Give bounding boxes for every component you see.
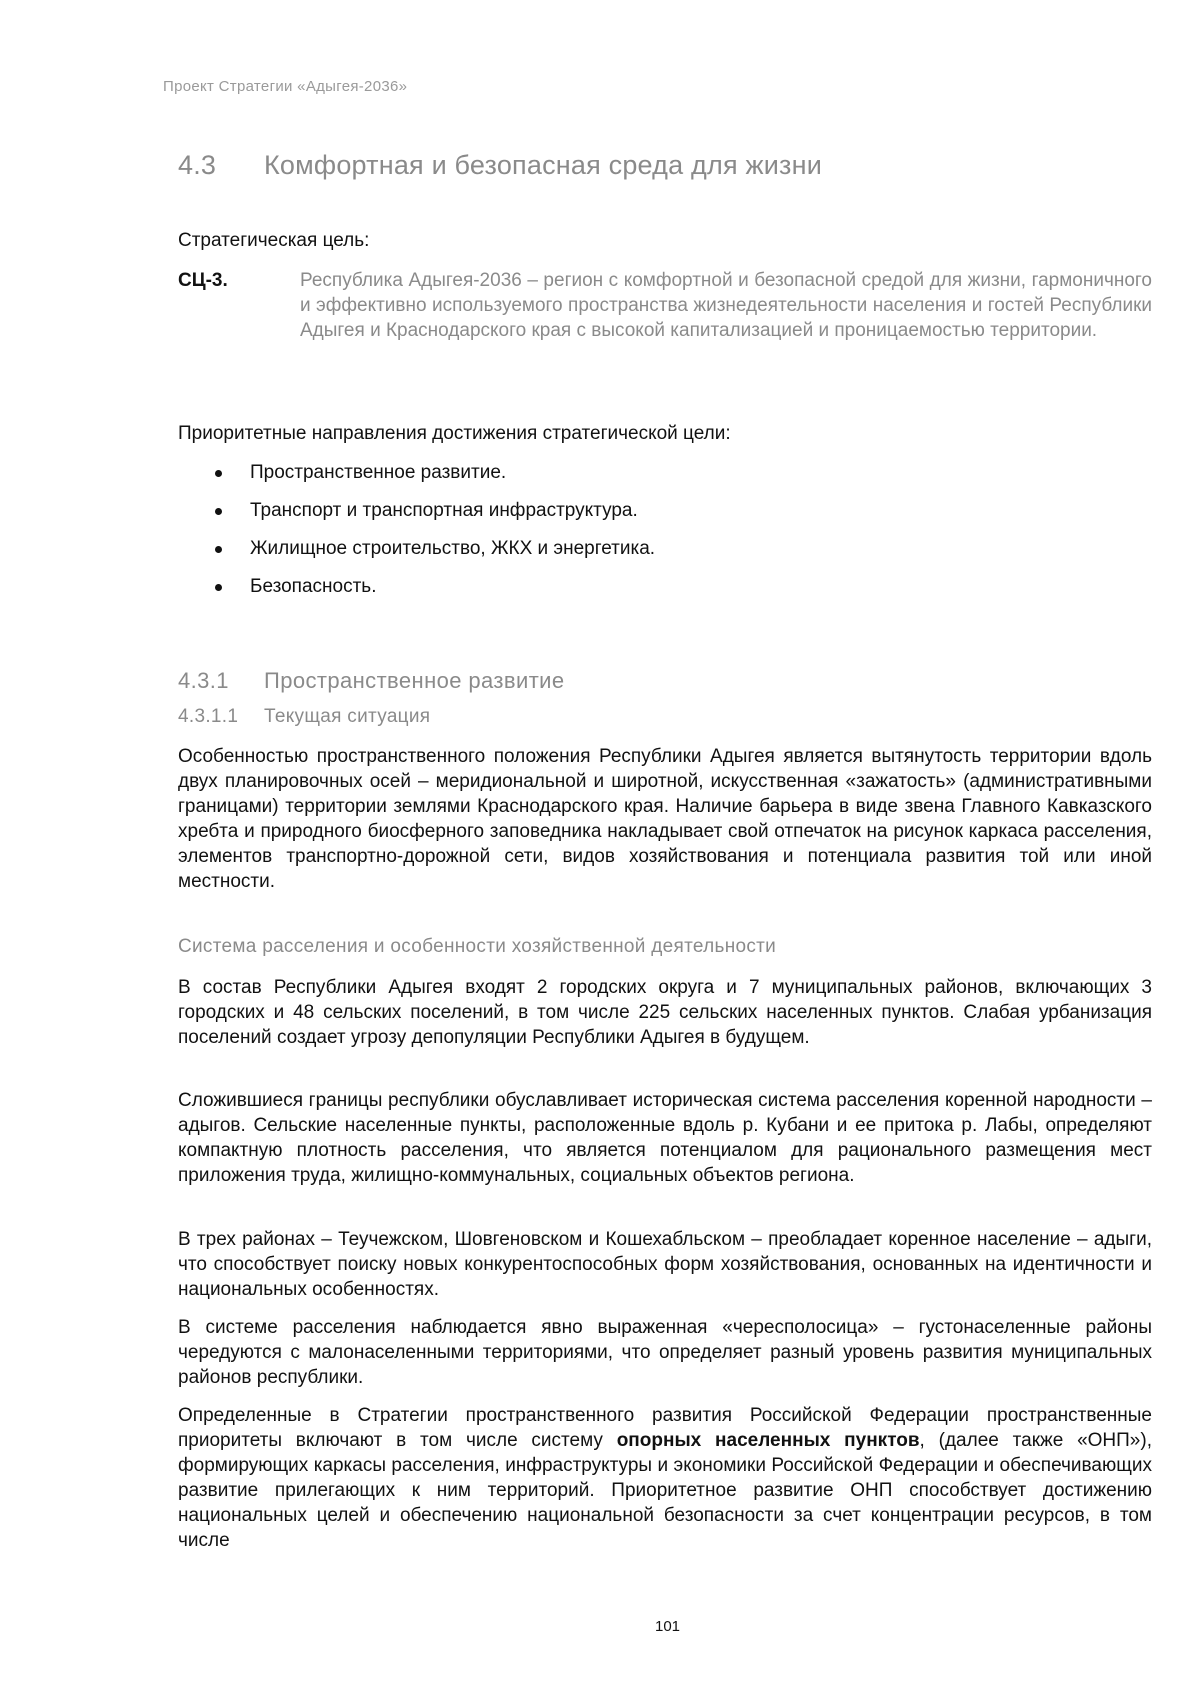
subsubsection-title: Текущая ситуация <box>264 706 431 727</box>
priority-item <box>178 576 655 614</box>
section-heading <box>178 150 1152 181</box>
subsection-heading <box>178 668 565 694</box>
subsection-title: Пространственное развитие <box>264 668 565 693</box>
subsubsection-heading <box>178 706 430 728</box>
settlement-subheading: Система расселения и особенности хозяйственной деятельности <box>178 936 777 957</box>
priorities-label: Приоритетные направления достижения стратегической цели: <box>178 423 731 444</box>
paragraph-6-end: , (далее также «ОНП»), формирующих каркасы расселения, инфраструктуры и экономики Российской Федерации и обеспечивающих развитие прилегающих к ним территорий. Приоритетное развитие ОНП способствует достижению национальных целей и обеспечению национальной безопасности за счет концентрации ресурсов, в том числе <box>178 1430 1152 1551</box>
paragraph-3: Сложившиеся границы республики обуславливает историческая система расселения коренной народности – адыгов. Сельские населенные пункты, расположенные вдоль р. Кубани и ее притока р. Лабы, определяют компактную плотность расселения, что является потенциалом для рационального размещения мест приложения труда, жилищно-коммунальных, социальных объектов региона. <box>178 1090 1152 1186</box>
subsection-number: 4.3.1 <box>178 668 229 693</box>
bullet-icon <box>215 546 222 553</box>
priority-item <box>178 500 655 538</box>
goal-code: СЦ-3. <box>178 270 228 291</box>
priority-item <box>178 538 655 576</box>
priority-item-text: Безопасность. <box>250 576 377 597</box>
paragraph-2: В состав Республики Адыгея входят 2 городских округа и 7 муниципальных районов, включающих 3 городских и 48 сельских поселений, в том числе 225 сельских населенных пунктов. Слабая урбанизация поселений создает угрозу депопуляции Республики Адыгея в будущем. <box>178 977 1152 1048</box>
paragraph-6 <box>178 1403 1152 1553</box>
bullet-icon <box>215 508 222 515</box>
paragraph-6-bold: опорных населенных пунктов <box>616 1430 920 1451</box>
paragraph-5: В системе расселения наблюдается явно выраженная «чересполосица» – густонаселенные районы чередуются с малонаселенными территориями, что определяет разный уровень развития муниципальных районов республики. <box>178 1317 1152 1388</box>
goal-label: Стратегическая цель: <box>178 230 370 251</box>
priority-item-text: Пространственное развитие. <box>250 462 507 483</box>
bullet-icon <box>215 584 222 591</box>
paragraph-6-start: Определенные в Стратегии пространственного развития Российской Федерации пространственные приоритеты включают в том числе систему <box>178 1405 1152 1451</box>
running-header: Проект Стратегии «Адыгея-2036» <box>163 78 408 95</box>
bullet-icon <box>215 470 222 477</box>
paragraph-4: В трех районах – Теучежском, Шовгеновском и Кошехабльском – преобладает коренное население – адыги, что способствует поиску новых конкурентоспособных форм хозяйствования, основанных на идентичности и национальных особенностях. <box>178 1229 1152 1300</box>
page-number: 101 <box>654 1618 681 1635</box>
priority-item-text: Транспорт и транспортная инфраструктура. <box>250 500 638 521</box>
priority-item-text: Жилищное строительство, ЖКХ и энергетика. <box>250 538 656 559</box>
section-number: 4.3 <box>178 150 217 180</box>
priority-item <box>178 462 655 500</box>
paragraph-1: Особенностью пространственного положения Республики Адыгея является вытянутость территории вдоль двух планировочных осей – меридиональной и широтной, искусственная «зажатость» (административными границами) территории землями Краснодарского края. Наличие барьера в виде звена Главного Кавказского хребта и природного биосферного заповедника накладывает свой отпечаток на рисунок каркаса расселения, элементов транспортно-дорожной сети, видов хозяйствования и потенциала развития той или иной местности. <box>178 746 1152 892</box>
section-title: Комфортная и безопасная среда для жизни <box>264 150 822 180</box>
priorities-list <box>178 462 655 614</box>
strategic-goal <box>178 268 1152 343</box>
goal-text: Республика Адыгея-2036 – регион с комфортной и безопасной средой для жизни, гармоничного и эффективно используемого пространства жизнедеятельности населения и гостей Республики Адыгея и Краснодарского края с высокой капитализацией и проницаемостью территории. <box>300 270 1152 341</box>
subsubsection-number: 4.3.1.1 <box>178 706 239 727</box>
